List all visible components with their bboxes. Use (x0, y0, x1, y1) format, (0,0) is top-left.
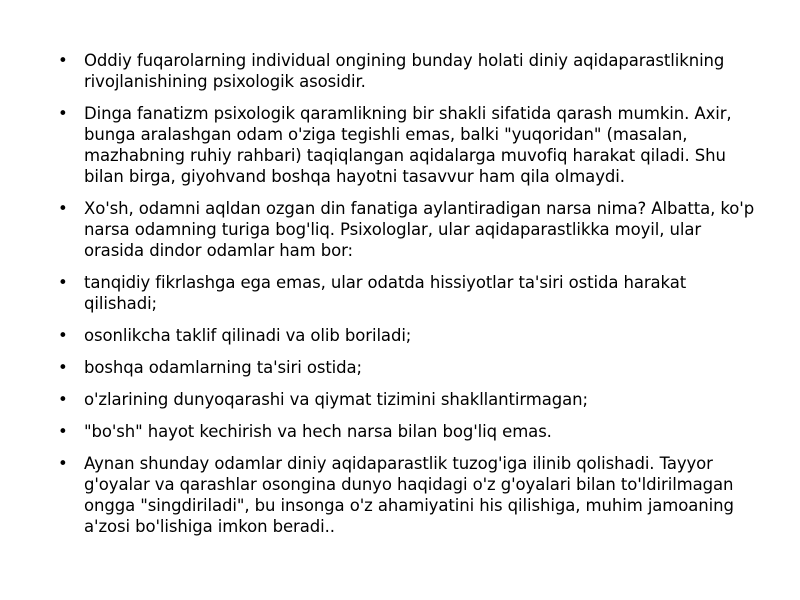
bullet-dot-icon: • (58, 51, 68, 70)
bullet-dot-icon: • (58, 104, 68, 123)
bullet-dot-icon: • (58, 273, 68, 292)
bullet-list (56, 50, 756, 548)
bullet-text: Dinga fanatizm psixologik qaramlikning bir shakli sifatida qarash mumkin. Axir, bunga aralashgan odam o'ziga tegishli emas, balki "yuqoridan" (masalan, mazhabning ruhiy rahbari) taqiqlangan aqidalarga muvofiq harakat qiladi. Shu bilan birga, giyohvand boshqa hayotni tasavvur ham qila olmaydi. (84, 104, 732, 186)
bullet-item-9 (56, 453, 756, 537)
bullet-dot-icon: • (58, 199, 68, 218)
bullet-item-1 (56, 50, 756, 92)
bullet-text: o'zlarining dunyoqarashi va qiymat tizimini shakllantirmagan; (84, 390, 588, 409)
bullet-text: tanqidiy fikrlashga ega emas, ular odatda hissiyotlar ta'siri ostida harakat qilishadi; (84, 273, 687, 313)
bullet-text: Aynan shunday odamlar diniy aqidaparastlik tuzog'iga ilinib qolishadi. Tayyor g'oyalar va qarashlar osongina dunyo haqidagi o'z g'oyalari bilan to'ldirilmagan ongga "singdiriladi", bu insonga o'z ahamiyatini his qilishiga, muhim jamoaning a'zosi bo'lishiga imkon beradi.. (84, 454, 734, 536)
bullet-text: Xo'sh, odamni aqldan ozgan din fanatiga aylantiradigan narsa nima? Albatta, ko'p narsa odamning turiga bog'liq. Psixologlar, ular aqidaparastlikka moyil, ular orasida dindor odamlar ham bor: (84, 199, 755, 260)
bullet-item-5 (56, 325, 756, 346)
bullet-text: boshqa odamlarning ta'siri ostida; (84, 358, 363, 377)
bullet-dot-icon: • (58, 358, 68, 377)
bullet-dot-icon: • (58, 390, 68, 409)
bullet-item-7 (56, 389, 756, 410)
bullet-item-3 (56, 198, 756, 261)
bullet-item-2 (56, 103, 756, 187)
bullet-text: "bo'sh" hayot kechirish va hech narsa bilan bog'liq emas. (84, 422, 552, 441)
bullet-dot-icon: • (58, 326, 68, 345)
bullet-item-8 (56, 421, 756, 442)
bullet-dot-icon: • (58, 422, 68, 441)
bullet-item-6 (56, 357, 756, 378)
bullet-item-4 (56, 272, 756, 314)
bullet-dot-icon: • (58, 454, 68, 473)
bullet-text: Oddiy fuqarolarning individual ongining bunday holati diniy aqidaparastlikning rivojlanishining psixologik asosidir. (84, 51, 725, 91)
bullet-text: osonlikcha taklif qilinadi va olib boriladi; (84, 326, 412, 345)
